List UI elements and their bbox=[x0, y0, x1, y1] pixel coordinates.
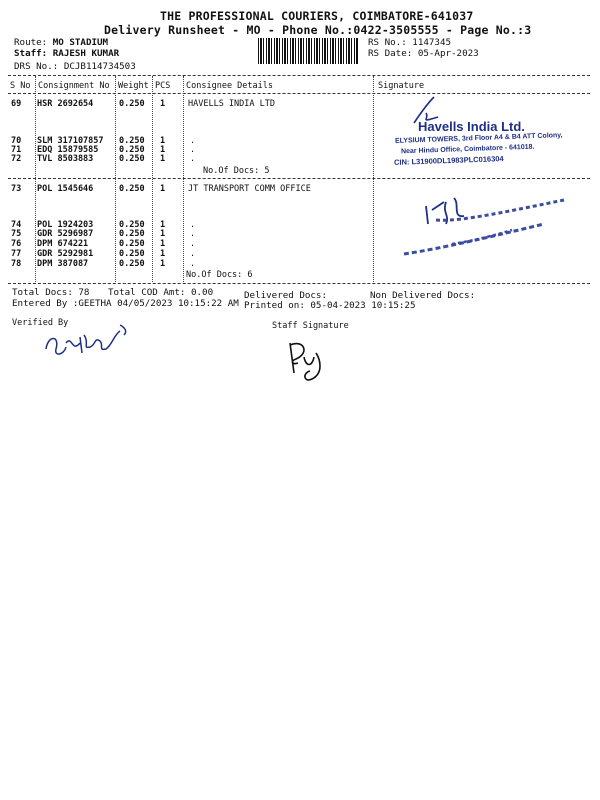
row-sno: 76 bbox=[11, 239, 22, 249]
row-consignment: DPM 387087 bbox=[37, 259, 89, 269]
delivered-docs: Delivered Docs: bbox=[244, 290, 327, 301]
col-header-sno: S No bbox=[10, 81, 31, 91]
row-consignment: GDR 5292981 bbox=[37, 249, 94, 259]
row-sno: 74 bbox=[11, 220, 22, 230]
row-details: . bbox=[190, 154, 196, 164]
row-details: HAVELLS INDIA LTD bbox=[188, 99, 275, 109]
route-info: Route: MO STADIUM bbox=[14, 37, 109, 48]
row-pcs: 1 bbox=[160, 220, 166, 230]
row-details: . bbox=[190, 145, 196, 155]
row-weight: 0.250 bbox=[119, 239, 145, 249]
row-weight: 0.250 bbox=[119, 259, 145, 269]
row-weight: 0.250 bbox=[119, 99, 145, 109]
row-pcs: 1 bbox=[160, 184, 166, 194]
row-sno: 72 bbox=[11, 154, 22, 164]
col-header-weight: Weight bbox=[118, 81, 149, 91]
row-consignment: SLM 317107857 bbox=[37, 136, 104, 146]
total-cod-amount: Total COD Amt: 0.00 bbox=[108, 287, 214, 298]
row-details: JT TRANSPORT COMM OFFICE bbox=[188, 184, 311, 194]
entered-by: Entered By :GEETHA 04/05/2023 10:15:22 AM bbox=[12, 298, 239, 309]
barcode-image bbox=[258, 38, 358, 64]
row-pcs: 1 bbox=[160, 99, 166, 109]
table-bottom-divider bbox=[8, 283, 590, 284]
row-sno: 75 bbox=[11, 229, 22, 239]
row-sno: 70 bbox=[11, 136, 22, 146]
runsheet-subtitle: Delivery Runsheet - MO - Phone No.:0422-3505555 - Page No.:3 bbox=[104, 23, 532, 37]
row-consignment: DPM 674221 bbox=[37, 239, 89, 249]
row-sno: 78 bbox=[11, 259, 22, 269]
row-pcs: 1 bbox=[160, 229, 166, 239]
col-header-pcs: PCS bbox=[155, 81, 171, 91]
column-divider bbox=[183, 76, 184, 282]
non-delivered-docs: Non Delivered Docs: bbox=[370, 290, 476, 301]
column-divider bbox=[152, 76, 153, 282]
row-consignment: POL 1545646 bbox=[37, 184, 94, 194]
row-pcs: 1 bbox=[160, 145, 166, 155]
rs-date-info: RS Date: 05-Apr-2023 bbox=[368, 48, 479, 59]
row-weight: 0.250 bbox=[119, 136, 145, 146]
row-weight: 0.250 bbox=[119, 184, 145, 194]
row-sno: 69 bbox=[11, 99, 22, 109]
staff-signature-label: Staff Signature bbox=[272, 321, 349, 331]
staff-info: Staff: RAJESH KUMAR bbox=[14, 48, 120, 59]
row-weight: 0.250 bbox=[119, 220, 145, 230]
stamp-address-line2: Near Hindu Office, Coimbatore - 641018. bbox=[400, 143, 535, 156]
col-header-signature: Signature bbox=[378, 81, 425, 91]
row-sno: 71 bbox=[11, 145, 22, 155]
staff-signature-icon bbox=[282, 335, 342, 385]
verified-by-label: Verified By bbox=[12, 318, 69, 328]
row-pcs: 1 bbox=[160, 259, 166, 269]
row-consignment: POL 1924203 bbox=[37, 220, 94, 230]
row-pcs: 1 bbox=[160, 239, 166, 249]
stamp-cin: CIN: L31900DL1983PLC016304 bbox=[393, 154, 504, 167]
group-docs-count: No.Of Docs: 6 bbox=[186, 270, 253, 280]
row-weight: 0.250 bbox=[119, 249, 145, 259]
column-divider bbox=[373, 76, 374, 282]
row-sno: 77 bbox=[11, 249, 22, 259]
total-docs: Total Docs: 78 bbox=[12, 287, 90, 298]
col-header-consignment: Consignment No bbox=[38, 81, 110, 91]
header-bottom-divider bbox=[8, 93, 590, 94]
row-consignment: EDQ 15879585 bbox=[37, 145, 99, 155]
rs-no-info: RS No.: 1147345 bbox=[368, 37, 452, 48]
row-sno: 73 bbox=[11, 184, 22, 194]
printed-on: Printed on: 05-04-2023 10:15:25 bbox=[244, 300, 416, 311]
group-divider bbox=[8, 178, 590, 179]
row-details: . bbox=[190, 136, 196, 146]
row-details: . bbox=[190, 229, 196, 239]
company-title: THE PROFESSIONAL COURIERS, COIMBATORE-641037 bbox=[160, 9, 474, 23]
row-weight: 0.250 bbox=[119, 229, 145, 239]
row-details: . bbox=[190, 249, 196, 259]
column-divider bbox=[115, 76, 116, 282]
stamp-address-line1: ELYSIUM TOWERS, 3rd Floor A4 & B4 ATT Colony, bbox=[394, 132, 563, 145]
verifier-signature-icon bbox=[40, 315, 140, 365]
col-header-consignee: Consignee Details bbox=[186, 81, 273, 91]
row-weight: 0.250 bbox=[119, 145, 145, 155]
stamp-company: Havells India Ltd. bbox=[418, 119, 525, 134]
row-consignment: HSR 2692654 bbox=[37, 99, 94, 109]
row-consignment: TVL 8503883 bbox=[37, 154, 94, 164]
row-details: . bbox=[190, 220, 196, 230]
row-pcs: 1 bbox=[160, 136, 166, 146]
drs-info: DRS No.: DCJB114734503 bbox=[14, 61, 136, 72]
row-details: . bbox=[190, 239, 196, 249]
row-weight: 0.250 bbox=[119, 154, 145, 164]
column-divider bbox=[35, 76, 36, 282]
row-pcs: 1 bbox=[160, 249, 166, 259]
row-details: . bbox=[190, 259, 196, 269]
group-docs-count: No.Of Docs: 5 bbox=[203, 166, 270, 176]
row-pcs: 1 bbox=[160, 154, 166, 164]
table-top-divider bbox=[8, 75, 590, 76]
row-consignment: GDR 5296987 bbox=[37, 229, 94, 239]
handwritten-date-and-stamp-icon bbox=[396, 188, 566, 268]
